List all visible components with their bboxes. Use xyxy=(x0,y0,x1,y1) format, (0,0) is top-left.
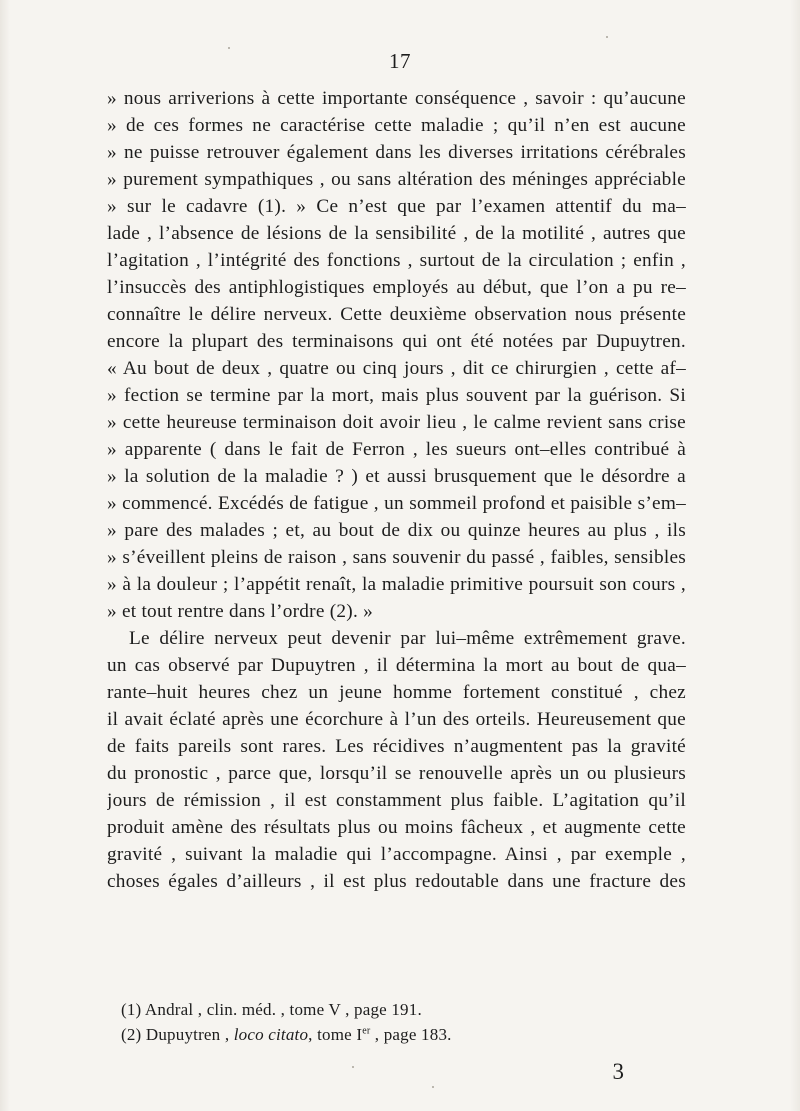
footnote-2-prefix: (2) Dupuytren , xyxy=(121,1025,234,1044)
text-line: » s’éveillent pleins de raison , sans souvenir du passé , faibles, sensibles xyxy=(107,547,686,568)
text-line: » purement sympathiques , ou sans altération des méninges appréciable xyxy=(107,169,686,190)
text-line: » cette heureuse terminaison doit avoir lieu , le calme revient sans crise xyxy=(107,412,686,433)
text-line: lade , l’absence de lésions de la sensibilité , de la motilité , autres que xyxy=(107,223,686,244)
text-line: » nous arriverions à cette importante conséquence , savoir : qu’aucune xyxy=(107,88,686,109)
text-line: connaître le délire nerveux. Cette deuxième observation nous présente xyxy=(107,304,686,325)
text-line: » de ces formes ne caractérise cette maladie ; qu’il n’en est aucune xyxy=(107,115,686,136)
paper-speck xyxy=(228,47,230,49)
text-line: » commencé. Excédés de fatigue , un sommeil profond et paisible s’em– xyxy=(107,493,686,514)
text-line: » à la douleur ; l’appétit renaît, la maladie primitive poursuit son cours , xyxy=(107,574,686,595)
footnote-2-superscript: er xyxy=(362,1025,371,1037)
text-line: l’agitation , l’intégrité des fonctions , surtout de la circulation ; enfin , xyxy=(107,250,686,271)
text-line: du pronostic , parce que, lorsqu’il se renouvelle après un ou plusieurs xyxy=(107,763,686,784)
text-line: » fection se termine par la mort, mais plus souvent par la guérison. Si xyxy=(107,385,686,406)
text-line: encore la plupart des terminaisons qui ont été notées par Dupuytren. xyxy=(107,331,686,352)
text-line: » sur le cadavre (1). » Ce n’est que par l’examen attentif du ma– xyxy=(107,196,686,217)
text-line: » ne puisse retrouver également dans les diverses irritations cérébrales xyxy=(107,142,686,163)
text-line: un cas observé par Dupuytren , il détermina la mort au bout de qua– xyxy=(107,655,686,676)
text-line: il avait éclaté après une écorchure à l’un des orteils. Heureusement que xyxy=(107,709,686,730)
text-line: » apparente ( dans le fait de Ferron , les sueurs ont–elles contribué à xyxy=(107,439,686,460)
text-line: jours de rémission , il est constamment plus faible. L’agitation qu’il xyxy=(107,790,686,811)
text-line: Le délire nerveux peut devenir par lui–même extrêmement grave. xyxy=(129,628,686,649)
text-line: » la solution de la maladie ? ) et aussi brusquement que le désordre a xyxy=(107,466,686,487)
footnote-1: (1) Andral , clin. méd. , tome V , page 191. xyxy=(121,1000,422,1019)
text-line: de faits pareils sont rares. Les récidives n’augmentent pas la gravité xyxy=(107,736,686,757)
footnote-2-italic: loco citato xyxy=(233,1025,309,1044)
footnote-2-mid: , tome I xyxy=(308,1025,363,1044)
paper-speck xyxy=(352,1066,354,1068)
footnote-2-suffix: , page 183. xyxy=(370,1025,452,1044)
page-number: 17 xyxy=(389,49,411,73)
paper-speck xyxy=(606,36,608,38)
text-line: gravité , suivant la maladie qui l’accompagne. Ainsi , par exemple , xyxy=(107,844,686,865)
footnote-2 xyxy=(121,1024,452,1046)
text-line: » et tout rentre dans l’ordre (2). » xyxy=(107,601,373,622)
text-line: » pare des malades ; et, au bout de dix ou quinze heures au plus , ils xyxy=(107,520,686,541)
text-line: produit amène des résultats plus ou moins fâcheux , et augmente cette xyxy=(107,817,686,838)
paper-speck xyxy=(432,1086,434,1088)
text-line: l’insuccès des antiphlogistiques employés au début, que l’on a pu re– xyxy=(107,277,686,298)
signature-mark: 3 xyxy=(612,1059,624,1084)
text-line: « Au bout de deux , quatre ou cinq jours , dit ce chirurgien , cette af– xyxy=(107,358,686,379)
text-line: rante–huit heures chez un jeune homme fortement constitué , chez xyxy=(107,682,686,703)
text-line: choses égales d’ailleurs , il est plus redoutable dans une fracture des xyxy=(107,871,686,892)
